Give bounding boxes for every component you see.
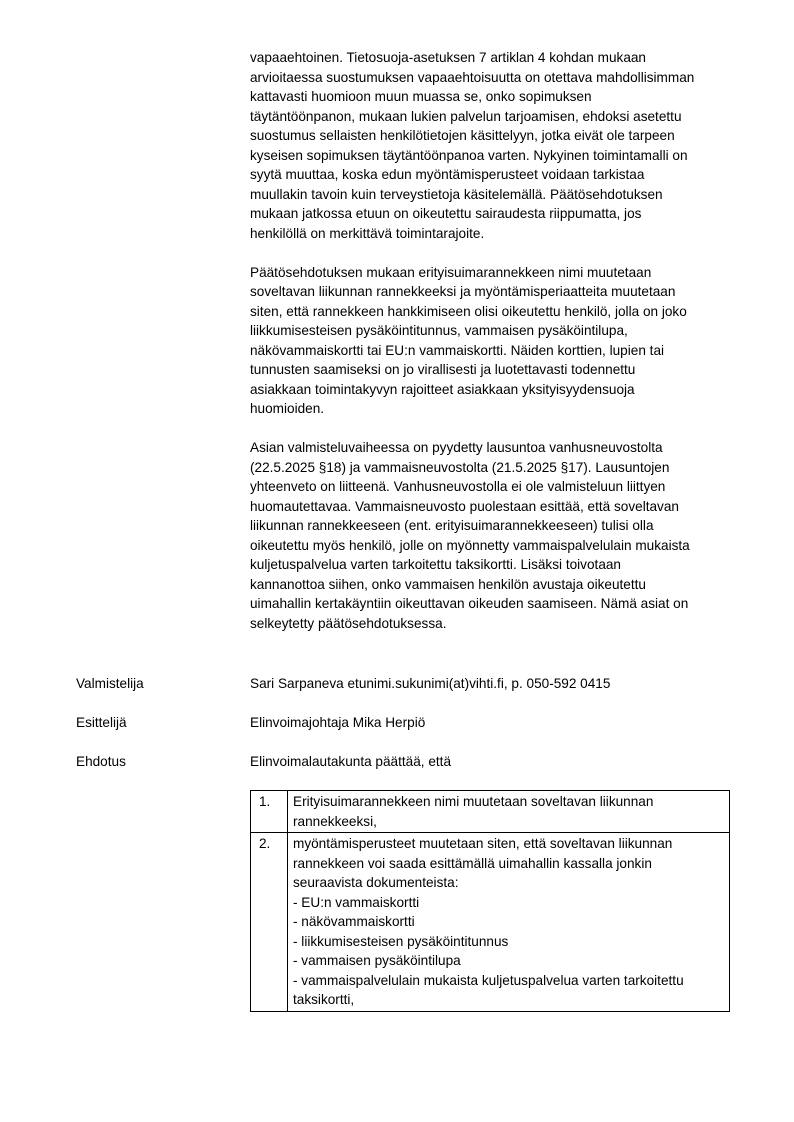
table-row xyxy=(251,833,730,1012)
text-line: kattavasti huomioon muun muassa se, onko sopimuksen xyxy=(250,89,592,104)
paragraph-spacer xyxy=(250,243,736,263)
text-line: selkeytetty päätösehdotuksessa. xyxy=(250,615,447,631)
text-line: arvioitaessa suostumuksen vapaaehtoisuutta on otettava mahdollisimman xyxy=(250,69,695,85)
text-line: muullakin tavoin kuin terveystietoja käsitelemällä. Päätösehdotuksen xyxy=(250,186,663,202)
text-line: Asian valmisteluvaiheessa on pyydetty lausuntoa vanhusneuvostolta xyxy=(250,440,663,455)
body-text xyxy=(250,48,736,633)
text-line: uimahallin kertakäyntiin oikeuttavan oikeuden saamiseen. Nämä asiat on xyxy=(250,596,689,611)
text-line: Päätösehdotuksen mukaan erityisuimarannekkeen nimi muutetaan xyxy=(250,264,652,280)
text-line: syytä muuttaa, koska edun myöntämisperusteet voidaan tarkistaa xyxy=(250,167,645,182)
proposal-label: Ehdotus xyxy=(76,754,126,769)
proposal-row xyxy=(0,752,794,772)
text-line: liikunnan rannekkeeseen (ent. erityisuimarannekkeeseen) tulisi olla xyxy=(250,518,654,533)
text-line: kannanottoa siihen, onko vammaisen henkilön avustaja oikeutettu xyxy=(250,576,646,592)
cell-line: rannekkeeksi, xyxy=(293,813,377,829)
text-line: huomautettavaa. Vammaisneuvosto puolestaan esittää, että soveltavan xyxy=(250,498,679,514)
text-line: kuljetuspalvelua varten tarkoitettu taksikortti. Lisäksi toivotaan xyxy=(250,557,621,572)
paragraph xyxy=(250,263,736,419)
preparer-label: Valmistelija xyxy=(76,676,144,691)
text-line: yhteenveto on liitteenä. Vanhusneuvostolla ei ole valmisteluun liittyen xyxy=(250,479,666,494)
item-number: 1. xyxy=(251,791,288,833)
presenter-row xyxy=(0,713,794,733)
preparer-row xyxy=(0,674,794,694)
text-line: (22.5.2025 §18) ja vammaisneuvostolta (21.5.2025 §17). Lausuntojen xyxy=(250,459,670,475)
proposal-table xyxy=(250,790,730,1012)
table-row xyxy=(251,791,730,833)
cell-line: - EU:n vammaiskortti xyxy=(293,894,420,910)
item-text xyxy=(288,791,730,833)
cell-line: rannekkeen voi saada esittämällä uimahallin kassalla jonkin xyxy=(293,855,652,871)
preparer-value: Sari Sarpaneva etunimi.sukunimi(at)vihti.fi, p. 050-592 0415 xyxy=(250,676,611,691)
presenter-label: Esittelijä xyxy=(76,715,127,730)
text-line: kyseisen sopimuksen täytäntöönpanoa varten. Nykyinen toimintamalli on xyxy=(250,147,688,163)
text-line: liikkumisesteisen pysäköintitunnus, vammaisen pysäköintilupa, xyxy=(250,323,628,338)
paragraph xyxy=(250,438,736,633)
text-line: suostumus sellaisten henkilötietojen käsittelyyn, jotka eivät ole tarpeen xyxy=(250,128,675,143)
cell-line: - vammaisen pysäköintilupa xyxy=(293,953,461,968)
cell-line: seuraavista dokumenteista: xyxy=(293,875,459,890)
cell-line: Erityisuimarannekkeen nimi muutetaan soveltavan liikunnan xyxy=(293,794,654,809)
text-line: mukaan jatkossa etuun on oikeutettu sairaudesta riippumatta, jos xyxy=(250,206,642,221)
text-line: näkövammaiskortti tai EU:n vammaiskortti. Näiden korttien, lupien tai xyxy=(250,342,665,358)
text-line: vapaaehtoinen. Tietosuoja-asetuksen 7 artiklan 4 kohdan mukaan xyxy=(250,50,646,65)
cell-line: - vammaispalvelulain mukaista kuljetuspalvelua varten tarkoitettu xyxy=(293,972,684,988)
cell-line: - näkövammaiskortti xyxy=(293,914,415,929)
text-line: henkilöllä on merkittävä toimintarajoite. xyxy=(250,225,485,241)
text-line: tunnusten saamiseksi on jo virallisesti ja luotettavasti todennettu xyxy=(250,362,636,377)
text-line: huomioiden. xyxy=(250,401,325,416)
paragraph xyxy=(250,48,736,243)
item-text xyxy=(288,833,730,1012)
paragraph-spacer xyxy=(250,419,736,439)
text-line: oikeutettu myös henkilö, jolle on myönnetty vammaispalvelulain mukaista xyxy=(250,537,690,553)
item-number: 2. xyxy=(251,833,288,1012)
text-line: täytäntöönpanon, mukaan lukien palvelun tarjoamisen, ehdoksi asetettu xyxy=(250,108,682,124)
cell-line: - liikkumisesteisen pysäköintitunnus xyxy=(293,933,509,949)
text-line: asiakkaan toimintakyvyn rajoitteet asiakkaan yksityisyydensuoja xyxy=(250,381,635,397)
text-line: soveltavan liikunnan rannekkeeksi ja myöntämisperiaatteita muutetaan xyxy=(250,284,676,299)
proposal-value: Elinvoimalautakunta päättää, että xyxy=(250,754,452,769)
presenter-value: Elinvoimajohtaja Mika Herpiö xyxy=(250,715,426,730)
cell-line: myöntämisperusteet muutetaan siten, että soveltavan liikunnan xyxy=(293,836,673,851)
cell-line: taksikortti, xyxy=(293,992,355,1007)
text-line: siten, että rannekkeen hankkimiseen olisi oikeutettu henkilö, jolla on joko xyxy=(250,303,687,319)
